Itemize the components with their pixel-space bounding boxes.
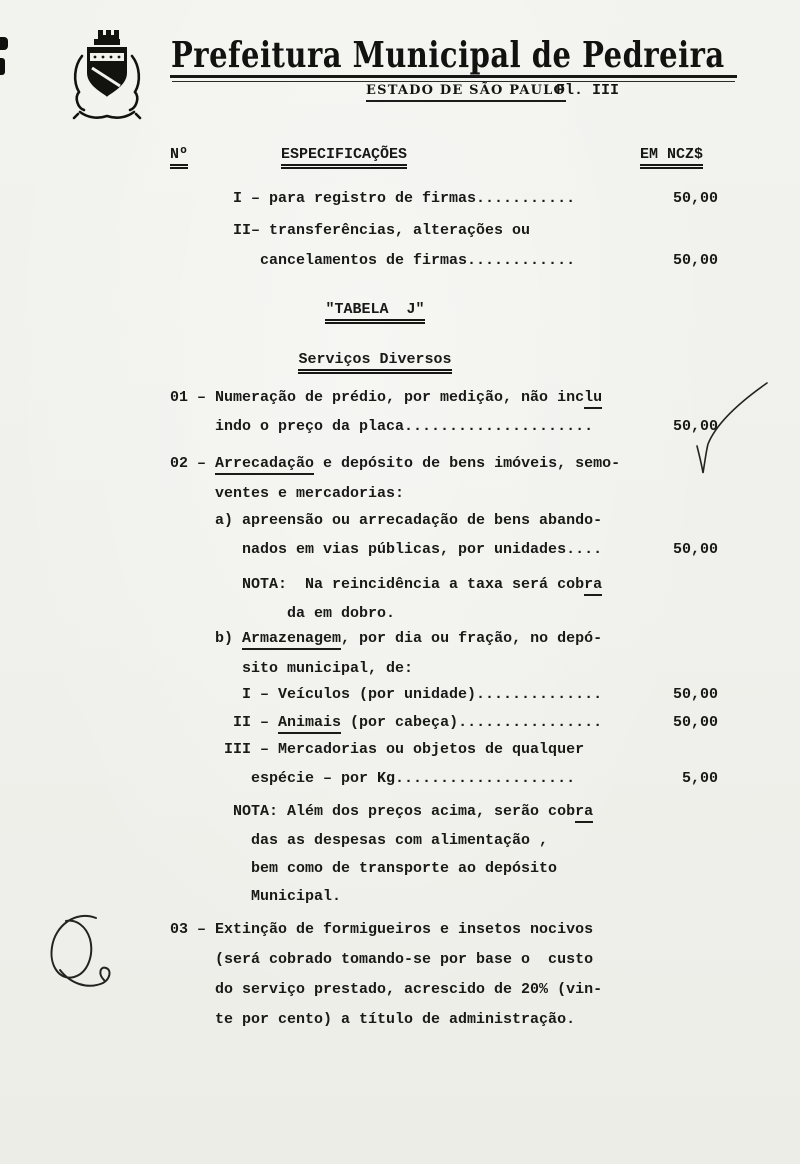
doc-line: 02 – Arrecadação e depósito de bens imóveis, semo- xyxy=(170,454,718,474)
folio-number: Fl. III xyxy=(556,82,620,99)
doc-line-nota: bem como de transporte ao depósito xyxy=(170,860,558,877)
letterhead-rule xyxy=(170,75,737,78)
fee-value: 50,00 xyxy=(672,541,718,558)
column-header-especificacoes: ESPECIFICAÇÕES xyxy=(281,146,407,163)
fee-value: 50,00 xyxy=(672,190,718,207)
letterhead-title: Prefeitura Municipal de Pedreira xyxy=(171,34,725,76)
doc-line-nota: das as despesas com alimentação , xyxy=(170,832,549,849)
doc-line-nota: Municipal. xyxy=(170,888,342,905)
doc-line: III – Mercadorias ou objetos de qualquer xyxy=(170,741,585,758)
column-header-numero: Nº xyxy=(170,146,188,163)
doc-line: cancelamentos de firmas............ 50,00 xyxy=(170,252,718,269)
fee-value: 50,00 xyxy=(672,714,718,731)
doc-line: do serviço prestado, acrescido de 20% (vin- xyxy=(170,981,603,998)
doc-line-nota: da em dobro. xyxy=(170,605,396,622)
doc-line: a) apreensão ou arrecadação de bens abando- xyxy=(170,512,603,529)
fee-value: 5,00 xyxy=(681,770,718,787)
doc-line: II– transferências, alterações ou xyxy=(170,222,531,239)
letterhead-subtitle: ESTADO DE SÃO PAULO xyxy=(366,83,566,102)
doc-line: te por cento) a título de administração. xyxy=(170,1011,576,1028)
doc-line: indo o preço da placa..................... 50,00 xyxy=(170,418,718,435)
doc-line: 03 – Extinção de formigueiros e insetos nocivos xyxy=(170,921,594,938)
scan-artifact xyxy=(0,58,5,75)
letterhead-rule-thin xyxy=(172,81,735,82)
table-title: "TABELA J" xyxy=(170,301,580,318)
column-header-currency: EM NCZ$ xyxy=(640,146,703,163)
doc-line: espécie – por Kg.................... 5,00 xyxy=(170,770,718,787)
doc-line: b) Armazenagem, por dia ou fração, no depó- xyxy=(170,629,718,649)
doc-line: I – para registro de firmas........... 50,00 xyxy=(170,190,718,207)
handwritten-scribble-icon xyxy=(52,916,110,986)
scan-artifact xyxy=(0,37,8,50)
fee-value: 50,00 xyxy=(672,252,718,269)
fee-value: 50,00 xyxy=(672,686,718,703)
doc-line-nota: NOTA: Na reincidência a taxa será cobra xyxy=(170,575,718,595)
doc-line: II – Animais (por cabeça)................ 50,00 xyxy=(170,713,718,733)
doc-line: (será cobrado tomando-se por base o custo xyxy=(170,951,594,968)
doc-line: 01 – Numeração de prédio, por medição, não inclu xyxy=(170,388,718,408)
section-title: Serviços Diversos xyxy=(170,351,580,368)
doc-line: I – Veículos (por unidade).............. 50,00 xyxy=(170,686,718,703)
doc-line: sito municipal, de: xyxy=(170,660,414,677)
doc-line: nados em vias públicas, por unidades.... 50,00 xyxy=(170,541,718,558)
municipal-crest-icon xyxy=(70,26,144,122)
doc-line-nota: NOTA: Além dos preços acima, serão cobra xyxy=(170,802,718,822)
doc-line: ventes e mercadorias: xyxy=(170,485,405,502)
fee-value: 50,00 xyxy=(672,418,718,435)
